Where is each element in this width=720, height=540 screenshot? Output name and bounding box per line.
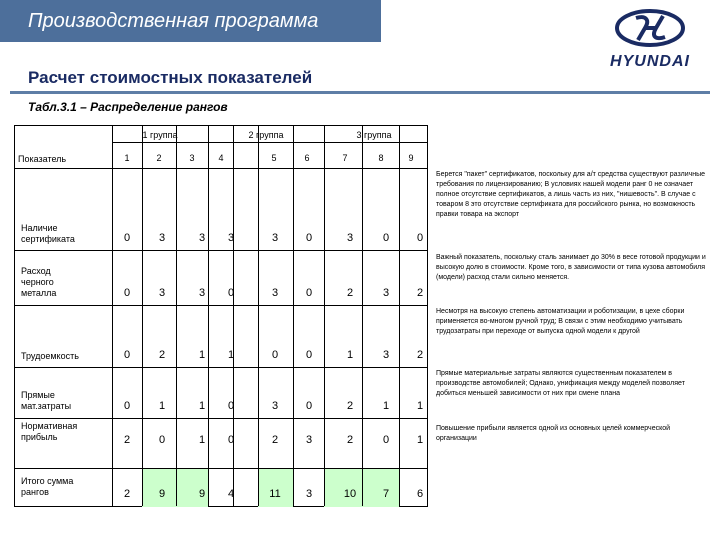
table-cell: 1: [158, 400, 166, 412]
table-cell: 0: [123, 400, 131, 412]
table-cell: 3: [271, 232, 279, 244]
table-cell: 9: [198, 488, 206, 500]
svg-text:HYUNDAI: HYUNDAI: [610, 53, 690, 70]
column-number: 9: [408, 153, 414, 163]
grid-line: [324, 126, 325, 506]
table-cell: 0: [305, 349, 313, 361]
divider: [10, 91, 710, 94]
table-cell: 2: [123, 488, 131, 500]
table-cell: 0: [123, 349, 131, 361]
table-cell: 3: [305, 488, 313, 500]
rank-table: [14, 125, 428, 507]
comment-metal: Важный показатель, поскольку сталь занимает до 30% в весе готовой продукции и высокую долю в стоимости. Кроме того, в зависимости от типа кузова автомобиля (модели) расход стали сильно меняется.: [436, 254, 706, 281]
row-label: Трудоемкость: [21, 351, 79, 361]
column-number: 7: [342, 153, 348, 163]
grid-line: [208, 126, 209, 506]
table-cell: 1: [416, 400, 424, 412]
group-header: 3 группа: [356, 130, 392, 140]
comment-labor: Несмотря на высокую степень автоматизации и роботизации, в цехе сборки применяется во-многом ручной труд; В связи с этим необходимо учитывать трудозатраты при переходе от выпуска одной модели к другой: [436, 308, 685, 335]
table-cell: 0: [227, 287, 235, 299]
table-cell: 4: [227, 488, 235, 500]
table-cell: 0: [123, 232, 131, 244]
hyundai-logo: [588, 6, 712, 72]
table-cell: 0: [416, 232, 424, 244]
comment-material-costs: Прямые материальные затраты являются существенным показателем в производстве автомобилей; Однако, унификация между моделей позволяет добиться меньшей зависимости от них при смене плана: [436, 370, 685, 397]
comment-certificate: Берется "пакет" сертификатов, поскольку для а/т средства существуют различные требования по лицензированию; В условиях нашей модели ранг 0 не означает полное отсутствие сертификатов, а лишь часть из них, "нишевость". В случае с товаром 8 это отсутствие сертификата для российского рынка, но возможность правки товара на экспорт: [436, 171, 706, 218]
table-cell: 0: [271, 349, 279, 361]
table-cell: 2: [416, 287, 424, 299]
grid-line: [112, 126, 113, 506]
table-cell: 3: [305, 434, 313, 446]
table-cell: 1: [198, 349, 206, 361]
column-number: 6: [304, 153, 310, 163]
grid-line: [362, 126, 363, 506]
table-cell: 10: [343, 488, 357, 500]
table-cell: 9: [158, 488, 166, 500]
table-cell: 3: [227, 232, 235, 244]
grid-line: [15, 367, 427, 368]
table-cell: 1: [198, 434, 206, 446]
table-cell: 7: [382, 488, 390, 500]
table-cell: 3: [198, 287, 206, 299]
table-cell: 1: [198, 400, 206, 412]
column-number: 8: [378, 153, 384, 163]
table-cell: 0: [158, 434, 166, 446]
table-cell: 0: [123, 287, 131, 299]
table-cell: 2: [346, 434, 354, 446]
table-cell: 11: [269, 488, 281, 500]
row-label: Наличие сертификата: [21, 223, 75, 244]
group-header: 2 группа: [248, 130, 284, 140]
table-cell: 1: [416, 434, 424, 446]
table-cell: 3: [382, 287, 390, 299]
grid-line: [176, 126, 177, 506]
table-cell: 0: [227, 434, 235, 446]
grid-line: [142, 126, 143, 506]
table-cell: 2: [271, 434, 279, 446]
column-number: 3: [189, 153, 195, 163]
param-header: Показатель: [18, 154, 67, 164]
row-label: Итого сумма рангов: [21, 476, 74, 497]
table-cell: 0: [382, 232, 390, 244]
table-cell: 2: [416, 349, 424, 361]
grid-line: [399, 126, 400, 506]
table-cell: 1: [382, 400, 390, 412]
table-cell: 2: [346, 287, 354, 299]
grid-line: [258, 126, 259, 506]
grid-line: [15, 468, 427, 469]
comment-profit: Повышение прибыли является одной из основных целей коммерческой организации: [436, 425, 671, 442]
table-caption: Табл.3.1 – Распределение рангов: [28, 100, 228, 114]
table-cell: 0: [305, 232, 313, 244]
header-bar: [0, 0, 381, 42]
table-cell: 3: [271, 400, 279, 412]
row-label: Прямые мат.затраты: [21, 390, 72, 411]
column-number: 1: [124, 153, 130, 163]
table-cell: 3: [158, 232, 166, 244]
grid-line: [15, 305, 427, 306]
table-cell: 3: [198, 232, 206, 244]
row-label: Расход черного металла: [21, 266, 57, 298]
table-cell: 0: [382, 434, 390, 446]
section-title: Расчет стоимостных показателей: [28, 68, 313, 87]
group-header: 1 группа: [142, 130, 178, 140]
table-cell: 1: [227, 349, 235, 361]
table-cell: 2: [158, 349, 166, 361]
table-cell: 0: [227, 400, 235, 412]
table-cell: 2: [123, 434, 131, 446]
column-number: 2: [156, 153, 162, 163]
grid-line: [15, 168, 427, 169]
column-number: 4: [218, 153, 224, 163]
table-cell: 2: [346, 400, 354, 412]
grid-line: [15, 250, 427, 251]
grid-line: [15, 418, 427, 419]
table-cell: 3: [346, 232, 354, 244]
table-cell: 6: [416, 488, 424, 500]
row-label: Нормативная прибыль: [21, 421, 78, 442]
table-cell: 1: [346, 349, 354, 361]
column-number: 5: [271, 153, 277, 163]
grid-line: [112, 142, 427, 143]
table-cell: 3: [158, 287, 166, 299]
table-cell: 0: [305, 287, 313, 299]
grid-line: [293, 126, 294, 506]
table-cell: 3: [271, 287, 279, 299]
grid-line: [233, 126, 234, 506]
table-cell: 3: [382, 349, 390, 361]
table-cell: 0: [305, 400, 313, 412]
page-title: Производственная программа: [28, 10, 319, 32]
